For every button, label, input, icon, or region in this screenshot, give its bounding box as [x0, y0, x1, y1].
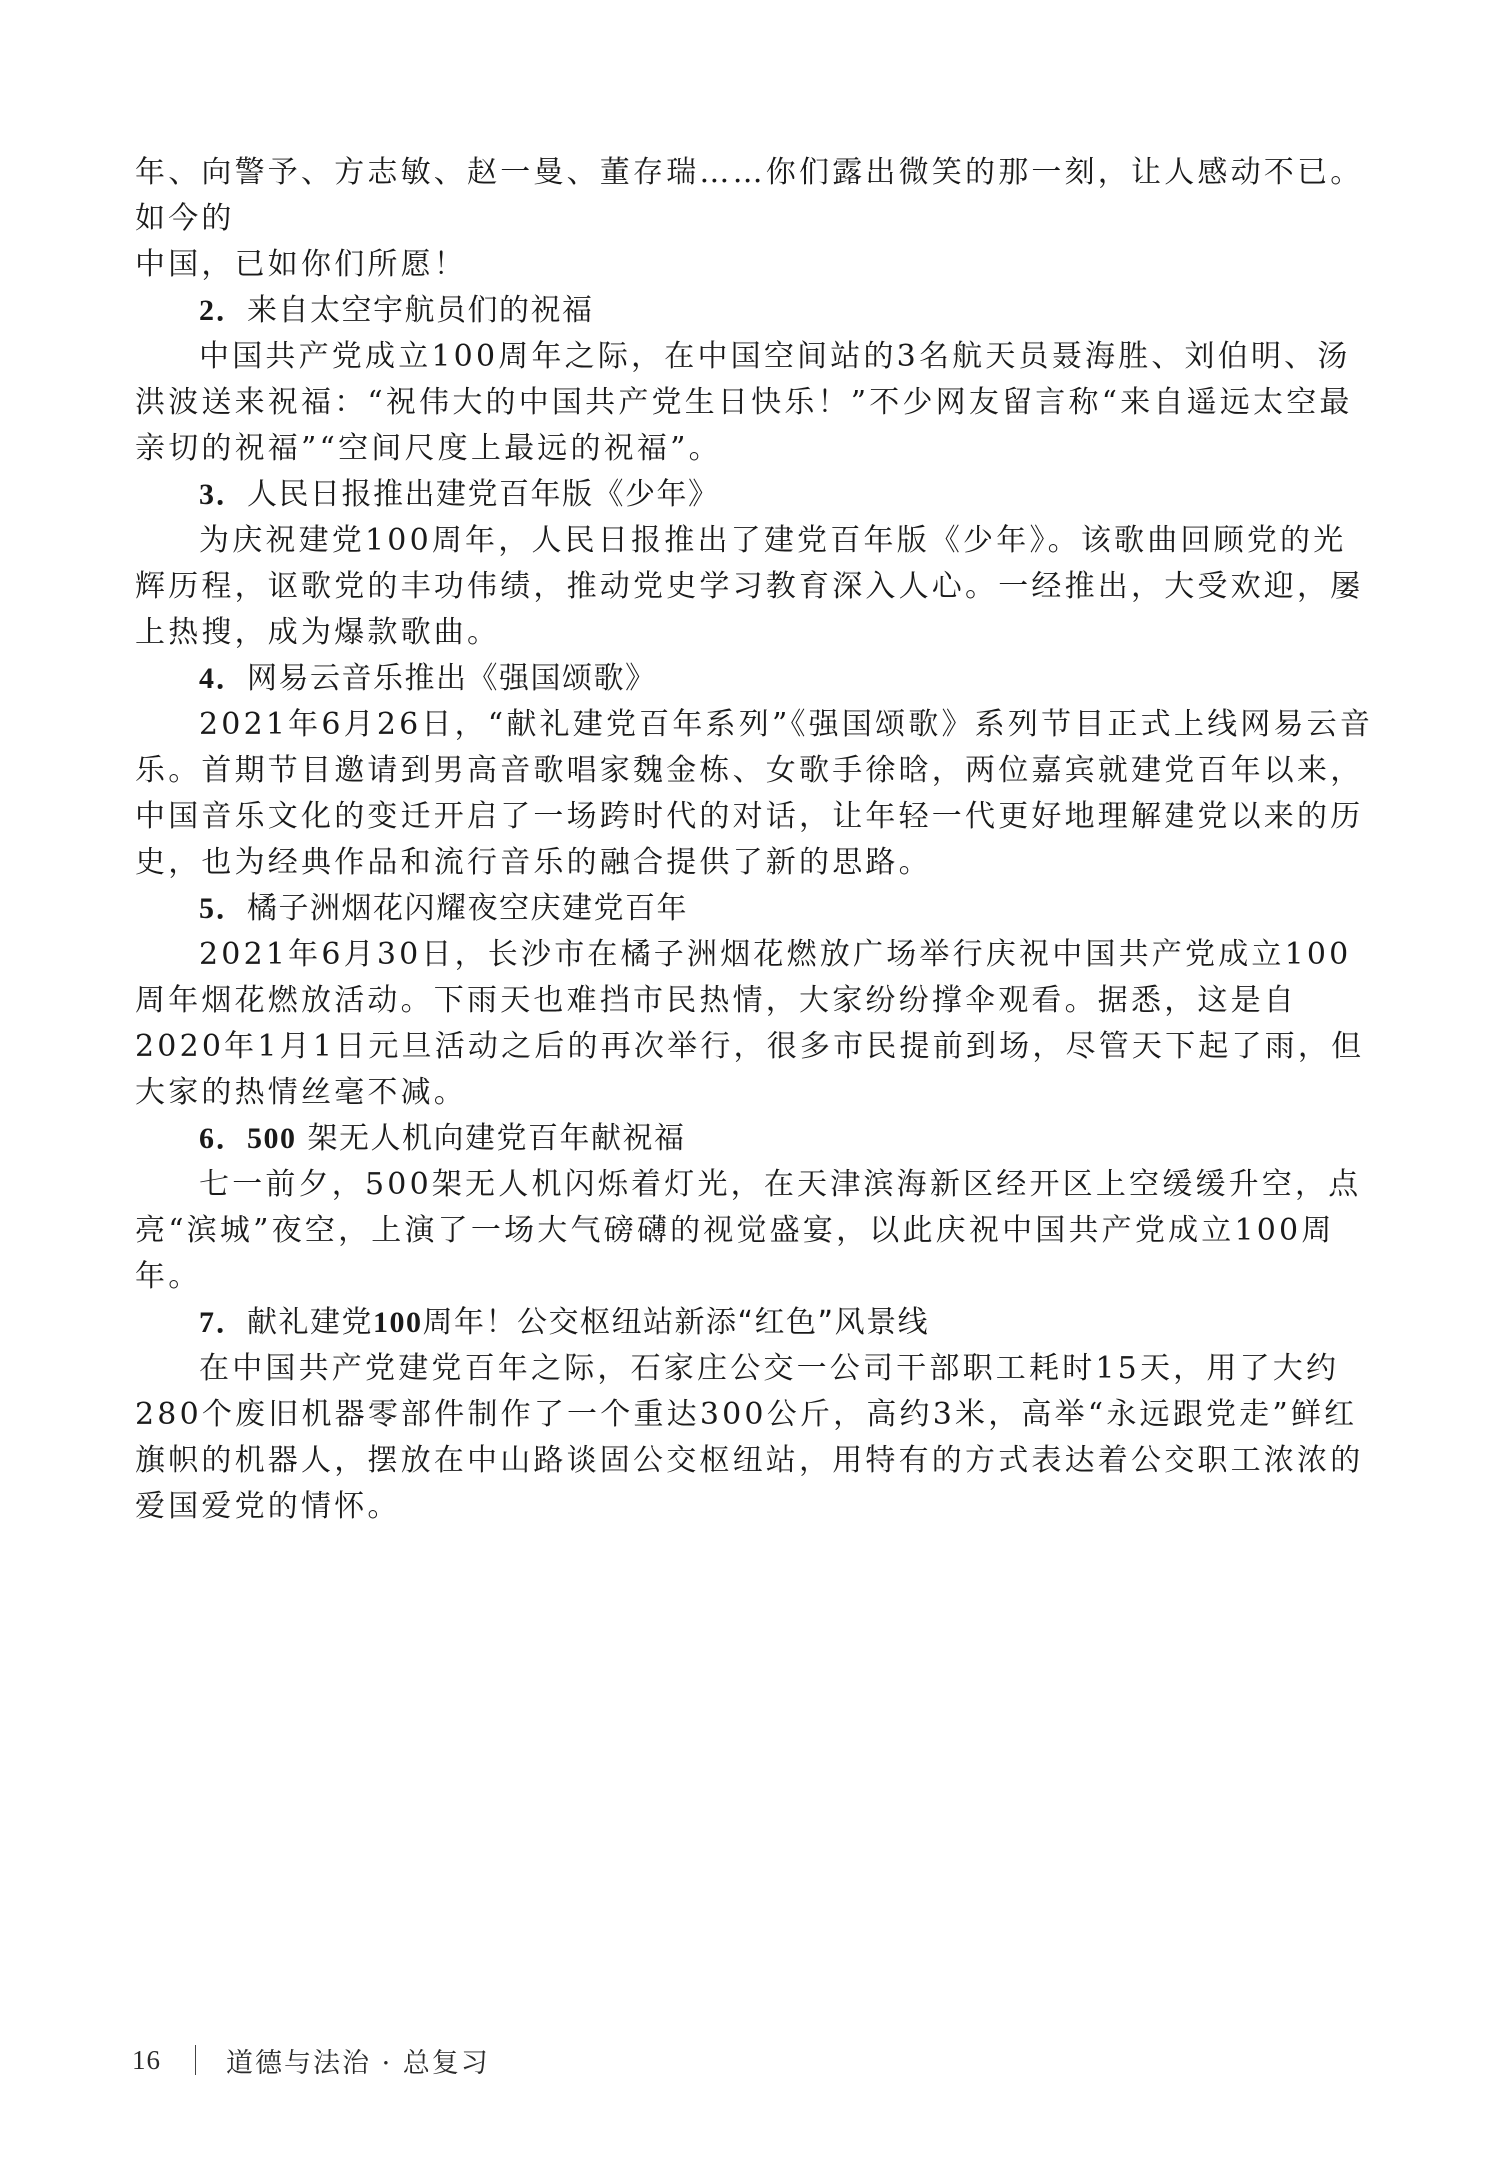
section-3-title: 人民日报推出建党百年版《少年》	[247, 477, 720, 512]
section-6-title-number: 500	[247, 1122, 297, 1155]
section-4-title: 网易云音乐推出《强国颂歌》	[247, 661, 657, 696]
section-7-title: 周年！公交枢纽站新添“红色”风景线	[422, 1305, 930, 1340]
section-6-heading	[135, 1116, 1375, 1162]
section-5-number: 5．	[199, 892, 247, 925]
section-2-number: 2．	[199, 294, 247, 327]
intro-line-2: 中国，已如你们所愿！	[135, 247, 467, 282]
section-2-body: 中国共产党成立100周年之际，在中国空间站的3名航天员聂海胜、刘伯明、汤洪波送来祝福：“祝伟大的中国共产党生日快乐！”不少网友留言称“来自遥远太空最亲切的祝福”“空间尺度上最远的祝福”。	[135, 339, 1353, 466]
section-7-title-pre: 献礼建党	[247, 1305, 373, 1340]
book-title: 道德与法治 · 总复习	[226, 2047, 490, 2079]
section-7-body: 在中国共产党建党百年之际，石家庄公交一公司干部职工耗时15天，用了大约280个废旧机器零部件制作了一个重达300公斤，高约3米，高举“永远跟党走”鲜红旗帜的机器人，摆放在中山路谈固公交枢纽站，用特有的方式表达着公交职工浓浓的爱国爱党的情怀。	[135, 1351, 1364, 1524]
section-7-title-number: 100	[373, 1306, 423, 1339]
page-number: 16	[132, 2044, 161, 2075]
section-4-body: 2021年6月26日，“献礼建党百年系列”《强国颂歌》系列节目正式上线网易云音乐。首期节目邀请到男高音歌唱家魏金栋、女歌手徐晗，两位嘉宾就建党百年以来，中国音乐文化的变迁开启了一场跨时代的对话，让年轻一代更好地理解建党以来的历史，也为经典作品和流行音乐的融合提供了新的思路。	[135, 707, 1374, 880]
footer-divider	[195, 2045, 196, 2075]
section-3-number: 3．	[199, 478, 247, 511]
section-7-number: 7．	[199, 1306, 247, 1339]
section-5-heading	[135, 886, 1375, 932]
page-content	[135, 150, 1375, 1530]
section-3-heading	[135, 472, 1375, 518]
section-4-heading	[135, 656, 1375, 702]
section-2-title: 来自太空宇航员们的祝福	[247, 293, 594, 328]
intro-line-1: 年、向警予、方志敏、赵一曼、董存瑞……你们露出微笑的那一刻，让人感动不已。如今的	[135, 155, 1364, 236]
intro-paragraph	[135, 150, 1375, 288]
page-footer	[132, 2040, 490, 2080]
section-6-body: 七一前夕，500架无人机闪烁着灯光，在天津滨海新区经开区上空缓缓升空，点亮“滨城”夜空，上演了一场大气磅礴的视觉盛宴，以此庆祝中国共产党成立100周年。	[135, 1167, 1362, 1294]
section-7-heading	[135, 1300, 1375, 1346]
section-5-body: 2021年6月30日，长沙市在橘子洲烟花燃放广场举行庆祝中国共产党成立100周年烟花燃放活动。下雨天也难挡市民热情，大家纷纷撑伞观看。据悉，这是自2020年1月1日元旦活动之后的再次举行，很多市民提前到场，尽管天下起了雨，但大家的热情丝毫不减。	[135, 937, 1365, 1110]
section-5-title: 橘子洲烟花闪耀夜空庆建党百年	[247, 891, 688, 926]
section-6-number: 6．	[199, 1122, 247, 1155]
section-3-body: 为庆祝建党100周年，人民日报推出了建党百年版《少年》。该歌曲回顾党的光辉历程，讴歌党的丰功伟绩，推动党史学习教育深入人心。一经推出，大受欢迎，屡上热搜，成为爆款歌曲。	[135, 523, 1364, 650]
section-4-number: 4．	[199, 662, 247, 695]
section-2-heading	[135, 288, 1375, 334]
section-6-title: 架无人机向建党百年献祝福	[296, 1121, 686, 1156]
